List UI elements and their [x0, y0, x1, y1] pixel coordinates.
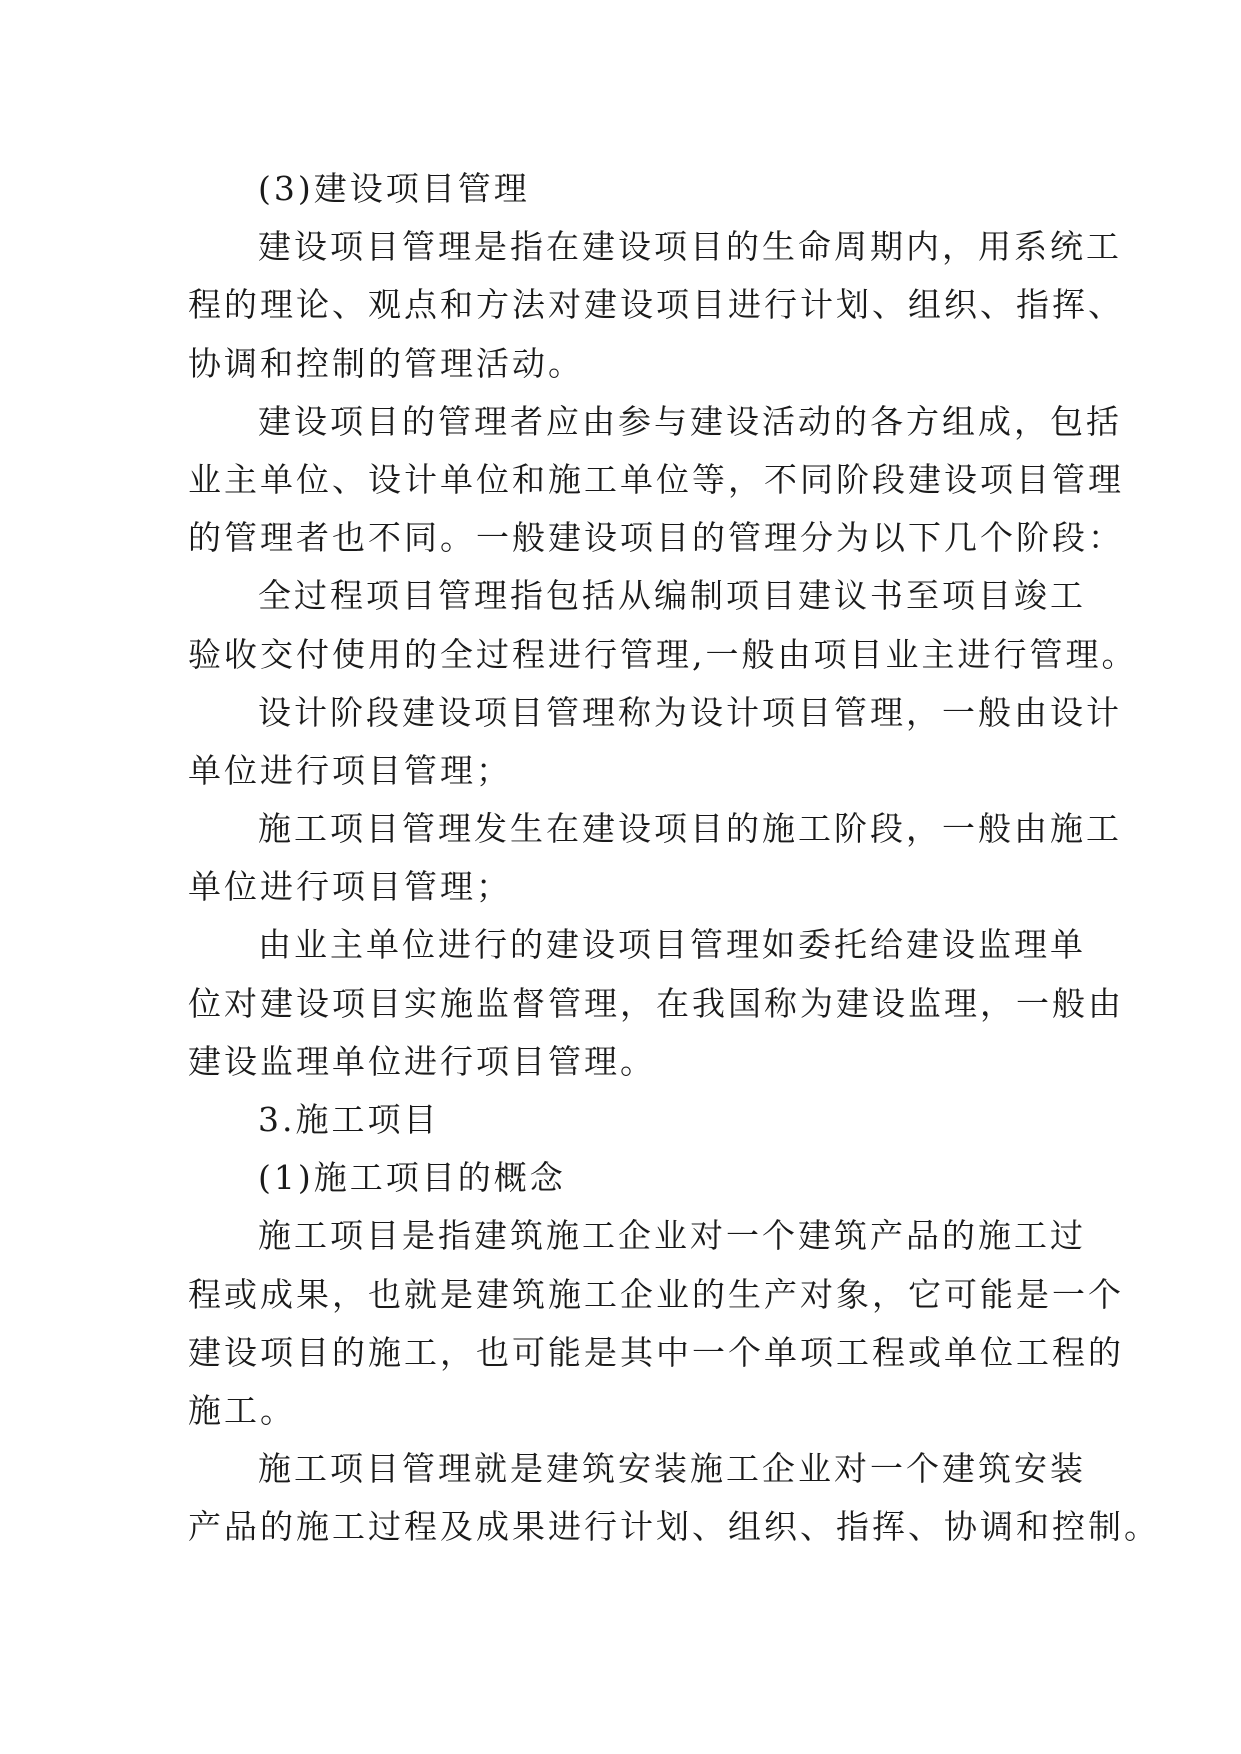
text-line: 设计阶段建设项目管理称为设计项目管理，一般由设计 — [258, 692, 1122, 732]
text-line: 全过程项目管理指包括从编制项目建议书至项目竣工 — [258, 576, 1086, 616]
text-line: 建设项目的施工，也可能是其中一个单项工程或单位工程的 — [188, 1332, 1124, 1372]
text-line: 程的理论、观点和方法对建设项目进行计划、组织、指挥、 — [188, 285, 1124, 325]
text-line: (3)建设项目管理 — [258, 169, 530, 208]
text-line: 单位进行项目管理； — [188, 750, 512, 790]
text-line: 建设项目的管理者应由参与建设活动的各方组成，包括 — [258, 401, 1122, 441]
text-line: 业主单位、设计单位和施工单位等，不同阶段建设项目管理 — [188, 459, 1124, 499]
text-line: 验收交付使用的全过程进行管理,一般由项目业主进行管理。 — [188, 634, 1138, 674]
text-line: 施工项目管理发生在建设项目的施工阶段，一般由施工 — [258, 809, 1122, 849]
text-line: 施工项目是指建筑施工企业对一个建筑产品的施工过 — [258, 1216, 1086, 1256]
text-line: 位对建设项目实施监督管理，在我国称为建设监理，一般由 — [188, 983, 1124, 1023]
text-line: 由业主单位进行的建设项目管理如委托给建设监理单 — [258, 925, 1086, 965]
text-line: 施工项目管理就是建筑安装施工企业对一个建筑安装 — [258, 1449, 1086, 1489]
text-line: 3.施工项目 — [258, 1100, 440, 1139]
text-line: (1)施工项目的概念 — [258, 1158, 566, 1198]
text-line: 施工。 — [188, 1390, 296, 1430]
text-line: 的管理者也不同。一般建设项目的管理分为以下几个阶段： — [188, 518, 1124, 558]
text-line: 程或成果，也就是建筑施工企业的生产对象，它可能是一个 — [188, 1274, 1124, 1314]
text-line: 建设监理单位进行项目管理。 — [188, 1041, 656, 1081]
text-line: 协调和控制的管理活动。 — [188, 343, 584, 383]
document-body — [188, 160, 1160, 1557]
text-line: 产品的施工过程及成果进行计划、组织、指挥、协调和控制。 — [188, 1507, 1160, 1547]
text-line: 建设项目管理是指在建设项目的生命周期内，用系统工 — [258, 227, 1122, 267]
text-line: 单位进行项目管理； — [188, 867, 512, 907]
